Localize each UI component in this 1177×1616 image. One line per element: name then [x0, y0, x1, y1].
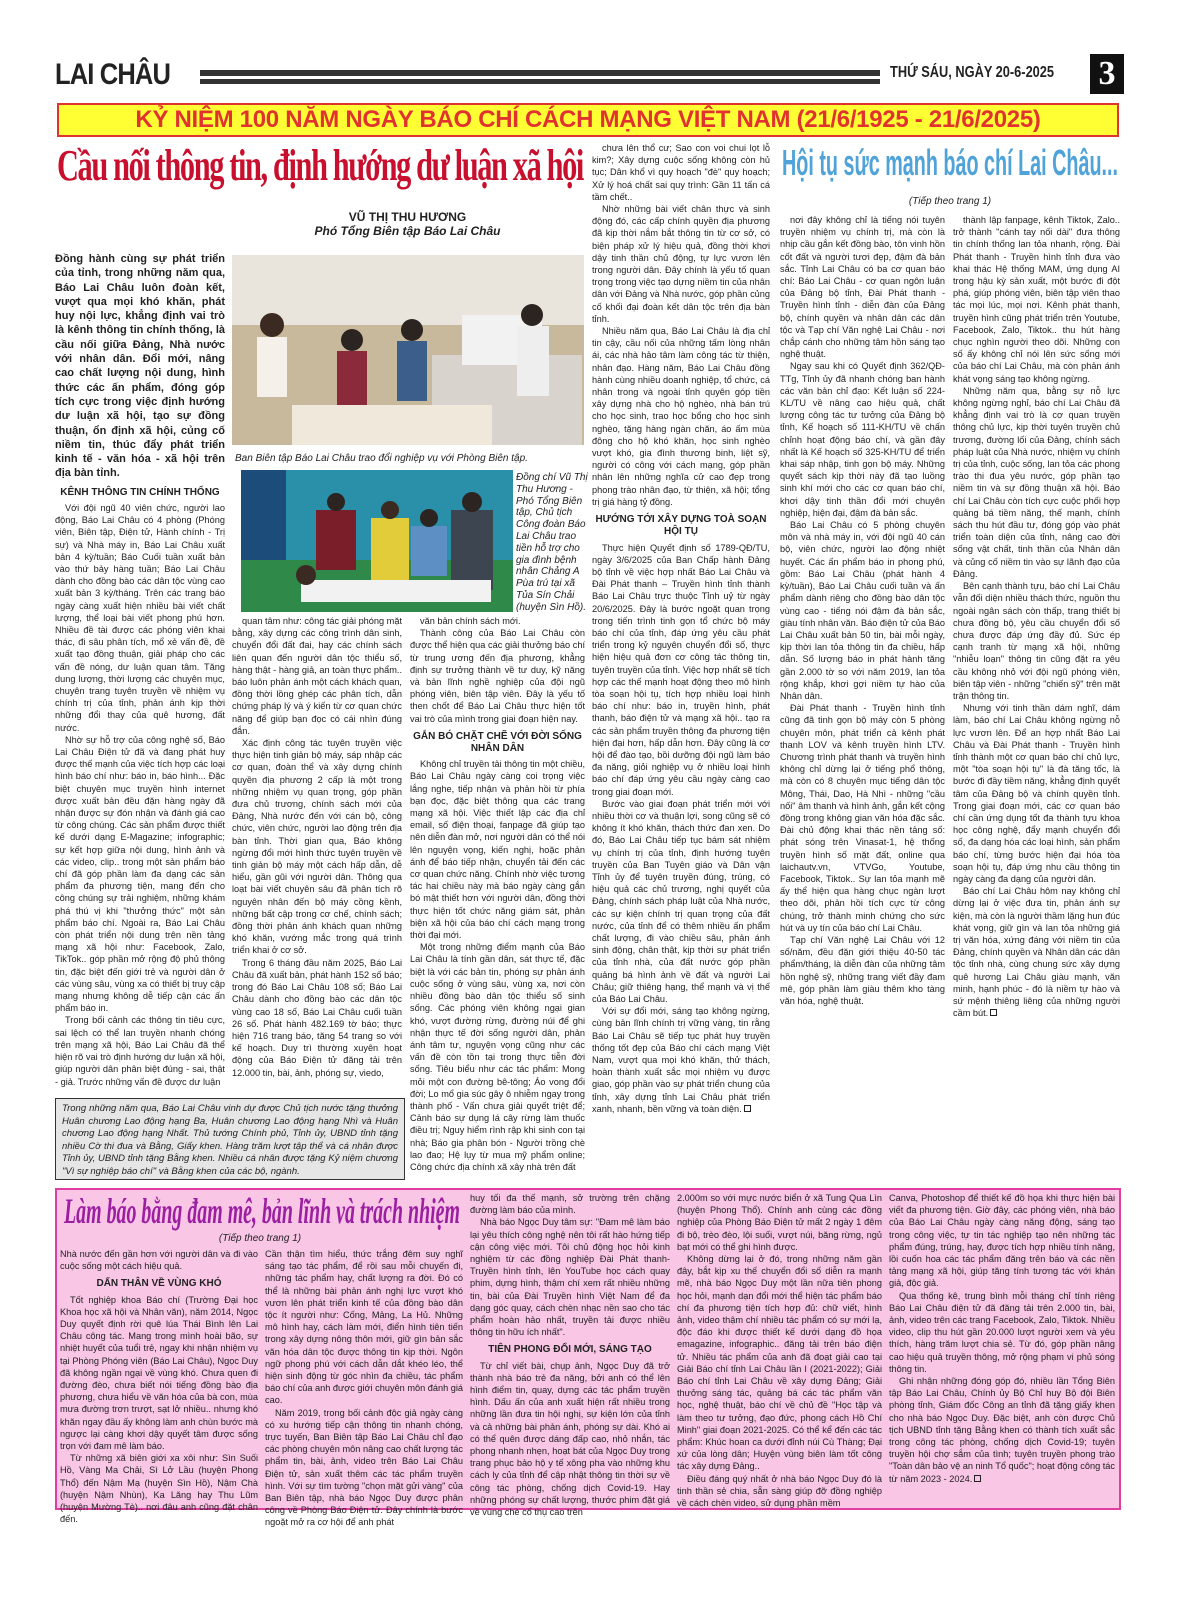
end-of-article-square-icon	[744, 1105, 751, 1112]
paragraph: Bên cạnh thành tựu, báo chí Lai Châu vẫn đối diện nhiều thách thức, nguồn thu ngoài ngân sách còn thấp, trang thiết bị chưa đồng bộ, yêu cầu chuyển đổi số chưa được đáp ứng đầy đủ. Sức ép cạnh tranh từ mạng xã hội, những "nhiễu loạn" thông tin cũng đặt ra yêu cầu không nhỏ với đội ngũ phóng viên, biên tập viên - những "chiến sỹ" trên mặt trận thông tin.	[953, 581, 1120, 701]
paragraph: Đài Phát thanh - Truyền hình tỉnh cũng đã tinh gọn bộ máy còn 5 phòng chuyên môn, phát triển cả kênh phát thanh LOV và kênh truyền hình LTV. Chương trình phát thanh và truyền hình không chỉ dừng lại ở tiếng phổ thông, mà còn có 8 chuyên mục tiếng dân tộc Mông, Thái, Dao, Hà Nhì - những "cầu nối" âm thanh và hình ảnh, gắn kết cộng đồng trong không gian văn hóa đặc sắc. Đài chủ động khai thác nền tảng số: phát sóng trên Vinasat-1, hệ thống truyền hình số mặt đất, online qua laichautv.vn, VTVGo, Youtube, Facebook, Tiktok.. Sự lan tỏa mạnh mẽ ấy thể hiện qua hàng chục ngàn lượt theo dõi, phản hồi tích cực từ công chúng, trở thành minh chứng cho sức hút và uy tín của báo chí Lai Châu.	[780, 703, 945, 933]
issue-date: THỨ SÁU, NGÀY 20-6-2025	[890, 64, 1055, 81]
paragraph: Nhưng với tinh thần dám nghĩ, dám làm, báo chí Lai Châu không ngừng nỗ lực vươn lên. Để an hợp nhất Báo Lai Châu và Đài Phát thanh - Truyền hình tỉnh thành một cơ quan báo chí chủ lực, một "tòa soạn hội tụ" là đà tăng tốc, là bước đi đầy tiềm năng, khẳng định quyết tâm của Đảng bộ và chính quyền tỉnh. Trong giai đoạn mới, các cơ quan báo chí cần ứng dụng tốt đa thành tựu khoa học công nghệ, đẩy mạnh chuyển đổi số, đa dạng hóa các loại hình, sản phẩm báo chí, từng bước hiện đại hóa tòa soạn hội tụ, đáp ứng nhu cầu thông tin ngày càng đa dạng của người dân.	[953, 703, 1120, 884]
article3-column-5	[889, 1192, 1115, 1504]
article1-column-2	[232, 615, 402, 1093]
paragraph: Từ chỉ viết bài, chụp ảnh, Ngọc Duy đã trở thành nhà báo trẻ đa năng, bởi anh có thể lên hình điểm tin, quay, dựng các tác phẩm truyền hình. Dấu ấn của anh xuất hiện rất nhiều trong những lần đưa tin hội nghị, sự kiện lớn của tỉnh và cả những bài phản ánh, phóng sự dài. Khó ai có thể quên được dáng đấp cao, nhỏ nhắn, tác phong nhanh nhẹn, hoạt bát của Ngọc Duy trong trang phục bảo hộ y tế xông pha vào những khu cách ly của tỉnh để cập nhật thông tin thời sự về công tác phòng, chống dịch Covid-19. Hay những phóng sự chất lượng, thước phim đặt giá về vùng chè cổ thụ cao trên	[470, 1360, 670, 1518]
paragraph: quan tâm như: công tác giải phóng mặt bằng, xây dựng các công trình dân sinh, chuyển đổi đất đai, hay các chính sách liên quan đến người dân tộc thiểu số, hàng thật - hàng giả, an toàn thực phẩm.. báo luôn phản ánh một cách khách quan, đồng thời lồng ghép các phân tích, dẫn chứng pháp lý và ý kiến từ cơ quan chức năng để giúp bạn đọc có cái nhìn đúng đắn.	[232, 616, 402, 736]
paragraph: Điều đáng quý nhất ở nhà báo Ngọc Duy đó là tinh thần sẻ chia, sẵn sàng giúp đỡ đồng nghiệp về cách chèn video, sử dụng phần mềm	[677, 1473, 882, 1509]
subhead-close-to-people: GẮN BÓ CHẶT CHẼ VỚI ĐỜI SỐNG NHÂN DÂN	[413, 730, 582, 755]
paragraph: chưa lên thổ cư; Sao con voi chui lọt lỗ kim?; Xây dựng cuộc sống không còn hủ tục; Dân khổ vì quy hoạch "đè" quy hoạch; Xử lý hoá chất sai quy trình: Gần 11 tấn cá tầm chết..	[592, 143, 770, 202]
paragraph: Tốt nghiệp khoa Báo chí (Trường Đại học Khoa học xã hội và Nhân văn), năm 2014, Ngọc Duy quyết định rời quê lúa Thái Bình lên Lai Châu công tác. Mang trong mình hoài bão, sự nhiệt huyết của tuổi trẻ, ngay khi nhận nhiệm vụ tại Phòng Phóng viên (Báo Lai Châu), Ngọc Duy đã không ngần ngại về vùng khó. Chưa quen đi đường đèo, chưa biết nói tiếng đồng bào địa phương, chưa hiểu về văn hóa của bà con, mùa mưa đường trơn trượt, sạt lở nhiều.. nhưng khó khăn ngay đầu ấy không làm anh chùn bước mà ngược lại càng khơi dậy quyết tâm được sống trọn với đam mê làm báo.	[60, 1294, 258, 1452]
anniversary-banner: KỶ NIỆM 100 NĂM NGÀY BÁO CHÍ CÁCH MẠNG VIỆT NAM (21/6/1925 - 21/6/2025)	[57, 103, 1119, 137]
paragraph: Với đội ngũ 40 viên chức, người lao động, Báo Lai Châu có 4 phòng (Phóng viên, Biên tập, Điện tử, Hành chính - Trị sự) và Nhà máy in, Báo Lai Châu xuất bản 4 kỳ/tuần; Báo Cuối tuần xuất bản vào thứ bảy hàng tuần; Báo Lai Châu dành cho đồng bào các dân tộc vùng cao xuất bản 3 kỳ/tháng. Trên các trang báo ngày càng xuất hiện nhiều bài viết chất lượng, thể loại bài viết phong phú hơn. Nhiều đề tài được các phóng viên khai thác, đi sâu phân tích, mổ xẻ vấn đề, đề xuất tạo đồng thuận, giải pháp cho các vấn đề nóng, dư luận quan tâm. Tăng dung lượng, thời lượng các chuyên mục, chuyên trang tuyên truyền về nhiệm vụ chính trị của tỉnh, phản ánh kịp thời những đổi thay của quê hương, đất nước.	[55, 502, 225, 733]
article2-title: Hội tụ sức mạnh báo chí Lai Châu...	[782, 142, 1119, 183]
subhead-hard-areas: DẤN THÂN VỀ VÙNG KHÓ	[96, 1278, 222, 1290]
article2-column-2	[953, 214, 1120, 1180]
charity-photo	[241, 470, 513, 612]
paragraph: Nhờ những bài viết chân thực và sinh động đó, các cấp chính quyền địa phương đã kịp thời nắm bắt thông tin từ cơ sở, có biện pháp xử lý hiệu quả, đồng thời khơi dậy tinh thần chủ động, tự lực vươn lên trong người dân. Đây chính là yếu tố quan trọng trong việc tạo dựng niềm tin của nhân dân với Đảng và Nhà nước, góp phần củng cố khối đại đoàn kết dân tộc trên địa bàn tỉnh.	[592, 204, 770, 324]
paragraph: Những năm qua, bằng sự nỗ lực không ngừng nghỉ, báo chí Lai Châu đã khẳng định vai trò là cơ quan truyền thông chủ lực, kịp thời tuyên truyền chủ trương, đường lối của Đảng, chính sách pháp luật của Nhà nước, nhiệm vụ chính trị của tỉnh, cuộc sống, lan tỏa các phong trào thi đua yêu nước, góp phần tạo niềm tin và sự đồng thuận xã hội. Báo chí Lai Châu còn tích cực cuộc phối hợp quảng bá tiềm năng, thế mạnh, chính sách thu hút đầu tư, đóng góp vào phát triển toàn diện của tỉnh, nâng cao đời sống vật chất, tinh thần của Nhân dân và củng cố niềm tin vào sự lãnh đạo của Đảng.	[953, 385, 1121, 579]
paragraph: Nhà báo Ngọc Duy tâm sự: "Đam mê làm báo lại yêu thích công nghệ nên tôi rất hào hứng tiếp cận công việc mới. Tôi chủ động học hỏi kinh nghiệm từ các đồng nghiệp Đài Phát thanh-Truyền hình tỉnh, lên YouTube học cách quay phim, dựng hình, thậm chí xem rất nhiều những tin, bài của Đài Truyền hình Việt Nam để đa dạng góc quay, cách chèn nhạc nền sao cho tác phẩm hoàn hảo nhất, truyền tải được nhiều thông tin hữu ích nhất".	[470, 1217, 670, 1338]
article1-author-role: Phó Tổng Biên tập Báo Lai Châu	[314, 224, 501, 238]
article3-column-3	[470, 1192, 670, 1518]
article1-lede: Đồng hành cùng sự phát triển của tỉnh, trong những năm qua, Báo Lai Châu luôn đoàn kết, vượt qua mọi khó khăn, phát huy nội lực, khẳng định vai trò là kênh thông tin chính thống, là cầu nối giữa Đảng, Nhà nước với nhân dân. Đổi mới, nâng cao chất lượng nội dung, hình thức các ấn phẩm, đóng góp tích cực trong việc định hướng dư luận xã hội, tạo sự đồng thuận, ổn định xã hội, củng cố niềm tin, thúc đẩy phát triển kinh tế - văn hóa - xã hội trên địa bàn tỉnh.	[55, 253, 225, 480]
article1-title: Cầu nối thông tin, định hướng dư luận xã hội	[57, 141, 583, 190]
paragraph: Trong bối cảnh các thông tin tiêu cực, sai lệch có thể lan truyền nhanh chóng trên mạng xã hội, Báo Lai Châu đã thể hiện rõ vai trò định hướng dư luận xã hội, giúp người dân phân biệt đúng - sai, thật - giả. Trước những vấn đề được dư luận	[55, 1015, 225, 1087]
end-of-article-square-icon	[990, 1009, 997, 1016]
paragraph: nơi đây không chỉ là tiếng nói tuyên truyền nhiệm vụ chính trị, mà còn là nhịp cầu gắn kết đồng bào, tôn vinh hồn cốt đất và người tươi đẹp, đậm đà bản sắc. Tỉnh Lai Châu có ba cơ quan báo chí: Báo Lai Châu - cơ quan ngôn luận của Đảng bộ tỉnh, Đài Phát thanh - Truyền hình tỉnh - diễn đàn của Đảng bộ, chính quyền và nhân dân các dân tộc và Tạp chí Văn nghệ Lai Châu - nơi chắp cánh cho những tâm hồn sáng tạo nghệ thuật.	[780, 215, 945, 360]
paragraph: Năm 2019, trong bối cảnh độc giả ngày càng có xu hướng tiếp cận thông tin nhanh chóng, trực tuyến, Ban Biên tập Báo Lai Châu chỉ đạo các phòng chuyên môn nâng cao chất lượng tác phẩm tin, bài, ảnh, video trên Báo Lai Châu Điện tử, sản xuất thêm các tác phẩm truyền hình. Với sự tìm tường "chọn mặt gửi vàng" của Ban Biên tập, nhà báo Ngọc Duy được phân công về Phòng Báo Điện tử. Đây chính là bước ngoặt mở ra cơ hội để anh phát	[265, 1407, 463, 1528]
awards-note-box: Trong những năm qua, Báo Lai Châu vinh dự được Chủ tịch nước tặng thưởng Huân chương Lao động hạng Ba, Huân chương Lao động hạng Nhì và Huân chương Lao động hạng Nhất. Thủ tướng Chính phủ, Tỉnh ủy, UBND tỉnh tặng nhiều Cờ thi đua và Bằng, Giấy khen. Hàng trăm lượt tập thể và cá nhân được Tỉnh ủy, UBND tỉnh tặng Bằng khen. Nhiều cá nhân được tặng Kỷ niệm chương "Vì sự nghiệp báo chí" và Bằng khen của các bộ, ngành.	[55, 1098, 405, 1180]
paragraph: Thành công của Báo Lai Châu còn được thể hiện qua các giải thưởng báo chí từ trung ương đến địa phương, khẳng định sự trưởng thành về tư duy, kỹ năng và bản lĩnh nghề nghiệp của đội ngũ phóng viên, biên tập viên. Đây là yếu tố then chốt để Báo Lai Châu thực hiện tốt vai trò của mình trong giai đoạn hiện nay.	[410, 628, 585, 724]
newsroom-photo	[232, 255, 584, 445]
article2-continued-note: (Tiếp theo trang 1)	[908, 196, 992, 207]
paragraph: Ghi nhận những đóng góp đó, nhiều lần Tổng Biên tập Báo Lai Châu, Chính ủy Bộ Chỉ huy Bộ đội Biên phòng tỉnh, Giám đốc Công an tỉnh đã tặng giấy khen cho nhà báo Ngọc Duy. Đặc biệt, anh còn được Chủ tịch UBND tỉnh tặng Bằng khen có thành tích xuất sắc trong công tác phòng, chống dịch Covid-19; tuyên truyền hội chợ sắm của tình; tuyên truyền phong trào "Toàn dân bảo vệ an ninh Tổ quốc"; hoạt động công tác từ năm 2023 - 2024.	[889, 1376, 1116, 1484]
paragraph: Bước vào giai đoạn phát triển mới với nhiều thời cơ và thuận lợi, song cũng sẽ có không ít khó khăn, thách thức đan xen. Do đó, Báo Lai Châu tiếp tục bám sát nhiệm vụ chính trị của tỉnh, định hướng tuyên truyền của Ban Tuyên giáo và Dân vận Tỉnh ủy để tuyên truyền đúng, trúng, có hiệu quả các chủ trương, nghị quyết của Đảng, chính sách pháp luật của Nhà nước, các sự kiện chính trị quan trọng của đất nước, của tỉnh để có thêm nhiều ấn phẩm chất lượng, đi vào chiều sâu, phản ánh sinh động, chân thật, kịp thời sự phát triển của tỉnh nhà, của đất nước góp phần quảng bá hình ảnh về đất và người Lai Châu; giữ thiêng hạng, thể mạnh và vị thế của Báo Lai Châu.	[592, 798, 770, 1005]
paragraph: Cần thận tìm hiểu, thức trắng đêm suy nghĩ sáng tạo tác phẩm, để rồi sau mỗi chuyến đi, những tác phẩm hay, chất lượng ra đời. Đó có thể là những bài phản ánh nghị lực vượt khó vươn lên phát triển kinh tế của đồng bào dân tộc ít người như: Cống, Mảng, La Hủ. Những mô hình hay, cách làm mới, điển hình tiên tiến trong xây dựng nông thôn mới, giữ gìn bản sắc văn hóa dân tộc được thông tin kịp thời. Ngôn ngữ phong phú với cách dẫn dắt khéo léo, thể hiện sinh động từ góc nhìn đa chiều, tác phẩm báo chí của anh được giới chuyên môn đánh giá cao.	[265, 1249, 463, 1406]
paragraph: huy tối đa thế mạnh, sở trường trên chặng đường làm báo của mình.	[470, 1193, 670, 1216]
article3-column-1	[60, 1248, 258, 1525]
article1-column-1	[55, 252, 225, 1087]
paragraph: Báo Lai Châu có 5 phòng chuyên môn và nhà máy in, với đội ngũ 40 cán bộ, viên chức, người lao động nhiệt huyết. Các ấn phẩm báo in phong phú, gồm: Báo Lai Châu (phát hành 4 kỳ/tuần), Báo Lai Châu cuối tuần và ấn phẩm dành riêng cho đồng bào dân tộc vùng cao - tiếng nói đậm đà bản sắc, giàu tính nhân văn. Báo điện tử của Báo Lai Châu xuất bản 50 tin, bài mỗi ngày, kịp thời lan tỏa thông tin đa chiều, hấp dẫn. Số lượng báo in phát hành tăng gần 2.000 tờ so với năm 2019, lan tỏa rộng khắp, khơi gợi niềm tự hào của Nhân dân.	[780, 520, 945, 701]
end-of-article-square-icon	[974, 1475, 981, 1482]
paragraph: Nhờ sự hỗ trợ của công nghệ số, Báo Lai Châu Điện tử đã và đang phát huy được thế mạnh của việc tích hợp các loại hình báo chí như: báo in, báo hình... Đặc biệt chuyên mục truyền hình internet được xuất bản đều đặn hàng ngày đã nhận được sự đón nhận và đánh giá cao từ công chúng. Các sản phẩm được thiết kế dưới dạng E-Magazine; infographic; sự kết hợp giữa nội dung, hình ảnh và các video, clip.. trong một sản phẩm báo chí đã góp phần làm đa dạng các sản phẩm đa phương tiện, mang đến cho công chúng sự trải nghiệm, những khám phá thú vị khi "thưởng thức" một sản phẩm báo chí. Ngoài ra, Báo Lai Châu còn phát triển nội dung trên nền tảng mạng xã hội như: Facebook, Zalo, TikTok.. góp phần mở rộng độ phủ thông tin, đặc biệt đến giới trẻ và người dân ở các vùng sâu, vùng xa có thiết bị truy cập mạng nhưng không dễ tiếp cận các ấn phẩm báo in.	[55, 734, 225, 1014]
article1-author: VŨ THỊ THU HƯƠNG	[348, 210, 467, 224]
paragraph: Nhiều năm qua, Báo Lai Châu là địa chỉ tin cậy, cầu nối của những tấm lòng nhân ái, các nhà hảo tâm làm công tác từ thiện, nhân đạo. Hàng năm, Báo Lai Châu đồng hành cùng nhiều doanh nghiệp, tổ chức, cá nhân trong và ngoài tỉnh quyên góp tiền xây dựng nhà cho hộ nghèo, nhà bán trú cho học sinh, trao học bổng cho học sinh nghèo, tặng hàng ngàn chăn, áo ấm mùa đông cho hộ khó khăn, học sinh nghèo vượt khó, gia đình thương binh, liệt sỹ, người có công với cách mạng, góp phần nhân lên những nghĩa cử cao đẹp trong phong trào nhân đạo, từ thiện, xã hội; tổng trị giá hàng tỷ đồng.	[592, 326, 770, 507]
paragraph: Báo chí Lai Châu hôm nay không chỉ dừng lại ở việc đưa tin, phản ánh sự kiện, mà còn là người thầm lặng hun đúc khát vọng, giữ gìn và lan tỏa những giá trị văn hóa, xứng đáng với niềm tin của Đảng, chính quyền và Nhân dân các dân tộc tỉnh nhà, cùng chung sức xây dựng quê hương Lai Châu giàu mạnh, văn minh, hạnh phúc - đó là niềm tự hào và sứ mệnh thiêng liêng của những người cầm bút.	[953, 886, 1120, 1019]
paragraph: Từ những xã biên giới xa xôi như: Sìn Suối Hồ, Vàng Ma Chải, Sì Lở Lầu (huyện Phong Thổ) đến Nậm Mạ (huyện Sìn Hồ), Nậm Chà (huyện Nậm Nhùn), Ka Lăng hay Thu Lũm (huyện Mường Tè).. nơi đâu anh cũng đặt chân đến.	[60, 1453, 258, 1525]
article3-column-4	[677, 1192, 882, 1509]
article3-title: Làm báo bằng đam mê, bản lĩnh và trách nhiệm	[64, 1191, 460, 1231]
paragraph: Xác định công tác tuyên truyền việc thực hiện tinh giản bộ máy, sáp nhập các cơ quan, đoàn thể và xây dựng chính quyền địa phương 2 cấp là một trong những nhiệm vụ quan trọng, góp phần đưa chủ trương, chính sách mới của Đảng, Nhà nước đến với cán bộ, công chức, viên chức, người lao động trên địa bàn tỉnh. Thời gian qua, Báo không ngừng đổi mới hình thức tuyên truyền về tinh giản bộ máy một cách hấp dẫn, dễ hiểu, gần gũi với người dân. Thông qua loạt bài viết chuyên sâu đã phân tích rõ nguyên nhân đến bộ máy cồng kềnh, những bất cập trong cơ chế, chính sách; đồng thời phản ánh khách quan những khó khăn, vướng mắc trong quá trình triển khai ở cơ sở.	[232, 738, 402, 956]
paragraph: Trong 6 tháng đầu năm 2025, Báo Lai Châu đã xuất bản, phát hành 152 số báo; trong đó Báo Lai Châu 108 số; Báo Lai Châu dành cho đồng bào các dân tộc vùng cao 18 số, Báo Lai Châu cuối tuần 26 số. Phát hành 482.169 tờ báo; thực hiện 716 trang báo, tăng 54 trang so với kế hoạch. Duy trì thường xuyên hoạt động của Báo Điện tử đăng tải trên 12.000 tin, bài, ảnh, phóng sự, viedo,	[232, 957, 402, 1078]
paragraph: Thực hiện Quyết định số 1789-QĐ/TU, ngày 3/6/2025 của Ban Chấp hành Đảng bộ tỉnh về việc hợp nhất Báo Lai Châu và Đài Phát thanh – Truyền hình tỉnh thành Báo Lai Châu trực thuộc Tỉnh uỷ từ ngày 20/6/2025. Đây là bước ngoặt quan trọng trong tiến trình tinh gọn tổ chức bộ máy báo chí của tỉnh, đáp ứng yêu cầu phát triển trong kỷ nguyên chuyển đổi số, thực hiện hiệu quả đơn cơ công tác thông tin, tuyên truyền của tỉnh. Việc hợp nhất sẽ tích hợp các thế mạnh hoạt động theo mô hình tòa soạn hội tụ, tích hợp nhiều loại hình báo chí như: báo in, truyền hình, phát thanh, báo điện tử và mạng xã hội.. tạo ra các sản phẩm truyền thông đa phương tiện hiện đại hơn, hấp dẫn hơn. Đây cũng là cơ hội để đào tạo, bồi dưỡng đội ngũ làm báo đa năng, giỏi nghiệp vụ ở nhiều loại hình báo chí đáp ứng yêu cầu ngày càng cao trong giai đoạn mới.	[592, 542, 770, 797]
paragraph: thành lập fanpage, kênh Tiktok, Zalo.. trở thành "cánh tay nối dài" đưa thông tin chính thống lan tỏa nhanh, rộng. Đài Phát thanh - Truyền hình tỉnh đưa vào khai thác Hệ thống MAM, ứng dụng AI trong hậu kỳ sản xuất, một bước đi đột phá, giúp phóng viên, biên tập viên thao tác mọi lúc, mọi nơi. Kênh phát thanh, truyền hình cũng phát triển trên Youtube, Facebook, Zalo, Tiktok.. thu hút hàng chục nghìn người theo dõi. Những con số ấy không chỉ nói lên sức sống mới của báo chí Lai Châu, mà còn phản ánh khát vọng sáng tạo không ngừng.	[953, 215, 1120, 384]
paragraph: Không chỉ truyền tải thông tin một chiều, Báo Lai Châu ngày càng coi trọng việc lắng nghe, tiếp nhận và phản hồi từ phía bạn đọc, đặc biệt thông qua các trang mạng xã hội. Việc thiết lập các địa chỉ email, số điện thoại, fanpage đã giúp tạo nên diễn đàn mở, nơi người dân có thể nói lên nguyện vọng, kiến nghị, hoặc phản ánh để báo tiếp nhận, chuyển tải đến các cơ quan chức năng. Chính nhờ việc tương tác hai chiều này mà báo ngày càng gắn bó mật thiết hơn với người dân, đồng thời thực hiện tốt chức năng giám sát, phản biện xã hội của báo chí cách mạng trong thời đại mới.	[410, 759, 585, 941]
paragraph: Với sự đổi mới, sáng tạo không ngừng, cùng bản lĩnh chính trị vững vàng, tin rằng Báo Lai Châu sẽ tiếp tục phát huy truyền thống tốt đẹp của Báo chí cách mạng Việt Nam, vượt qua mọi khó khăn, thử thách, hoàn thành xuất sắc mọi nhiệm vụ được giao, góp phần vào sự phát triển chung của tỉnh, xây dựng tỉnh Lai Châu phát triển xanh, nhanh, bền vững và toàn diện.	[592, 1006, 770, 1114]
paragraph: Qua thống kê, trung bình mỗi tháng chỉ tính riêng Báo Lai Châu điện tử đã đăng tải trên 2.000 tin, bài, ảnh, video trên các trang Facebook, Zalo, Tiktok. Nhiều video, clip thu hút gần 20.000 lượt người xem và yêu thích, hàng trăm lượt chia sẻ. Từ đó, góp phần nâng cao hiệu quả truyền thông, mở rộng phạm vi phủ sóng thông tin.	[889, 1290, 1115, 1374]
article1-column-4	[592, 142, 770, 1182]
paragraph: Một trong những điểm mạnh của Báo Lai Châu là tính gần dân, sát thực tế, đặc biệt là với các bản tin, phóng sự phản ánh cuộc sống ở vùng sâu, vùng xa, nơi còn nhiều đồng bào dân tộc thiểu số sinh sống. Các phóng viên không ngại gian khó, vượt đường rừng, đường núi để ghi nhận thực tế đời sống người dân, phản ánh tâm tư, nguyện vọng cũng như các vấn đề còn tồn tại trong thực tiễn đời sống. Tiêu biểu như các tác phẩm: Mong mỏi một con đường bê-tông; Áo vong đổi đời; Lo mổ gia súc gây ô nhiễm ngay trong thành phố - Vấn chưa giải quyết triệt để; Cảnh báo sự dụng lá cây rừng làm thuốc điều trị; Nguy hiểm rình rập khi sinh con tại nhà; Báo gia phân bón - Người trồng chè lao đao; Hệ lụy từ mua mỹ phẩm online; Công chức địa chính xã xây nhà trên đất	[410, 942, 585, 1172]
article1-column-3	[410, 615, 585, 1180]
paragraph: văn bản chính sách mới.	[420, 616, 521, 626]
page-number: 3	[1090, 54, 1124, 94]
article2-column-1	[780, 214, 945, 1180]
subhead-official-channel: KÊNH THÔNG TIN CHÍNH THỐNG	[60, 486, 220, 498]
subhead-pioneer-innovation: TIÊN PHONG ĐỔI MỚI, SÁNG TẠO	[488, 1344, 652, 1356]
article3-column-2	[265, 1248, 463, 1528]
photo2-caption: Đồng chí Vũ Thị Thu Hương - Phó Tổng Biên tập, Chủ tịch Công đoàn Báo Lai Châu trao tiền hỗ trợ cho gia đình bệnh nhân Chảng A Pùa trú tại xã Tủa Sín Chải (huyện Sìn Hồ).	[516, 472, 588, 613]
subhead-converged-newsroom: HƯỚNG TỚI XÂY DỰNG TOÀ SOẠN HỘI TỤ	[595, 514, 767, 538]
paragraph: Tạp chí Văn nghệ Lai Châu với 12 số/năm, đều đặn giới thiệu 40-50 tác phẩm/tháng, là diễn đàn của những tâm hồn nghệ sỹ, những trang viết đầy đam mê, góp phần làm giàu thêm kho tàng văn hóa, nghệ thuật.	[780, 934, 945, 1006]
paragraph: Ngay sau khi có Quyết định 362/QĐ-TTg, Tỉnh ủy đã nhanh chóng ban hành các văn bản chỉ đạo: Kết luận số 224-KL/TU về nâng cao hiệu quả, chất lượng công tác tư tưởng của Đảng bộ tỉnh, Kế hoạch số 111-KH/TU về chấn chỉnh hoạt động báo chí, và gần đây nhất là Kế hoạch số 325-KH/TU để triển khai sáp nhập, tinh gọn bộ máy. Những quyết sách kịp thời này đã tạo luồng sinh khí mới cho các cơ quan báo chí, khơi dậy tinh thần đổi mới chuyên nghiệp, hiện đại, đậm đà bản sắc.	[780, 361, 945, 518]
masthead: LAI CHÂU	[55, 58, 171, 91]
paragraph: 2.000m so với mực nước biển ở xã Tung Qua Lìn (huyện Phong Thổ). Chính anh cùng các đồng nghiệp của Phòng Báo Điện tử mất 2 ngày 1 đêm đi bộ, trèo đèo, lội suối, vượt núi, băng rừng, ngủ bạt mới có thể ghi hình được.	[677, 1193, 882, 1252]
paragraph: Nhà nước đến gần hơn với người dân và đi vào cuộc sống một cách hiệu quả.	[60, 1249, 258, 1272]
paragraph: Canva, Photoshop để thiết kế đồ họa khi thực hiện bài viết đa phương tiện. Giờ đây, các phóng viên, nhà báo của Báo Lai Châu ngày càng năng động, sáng tạo trong công việc, tự tin tác nghiệp tạo nên những tác phẩm đúng, trúng, hay, được tích hợp nhiều tính năng, lồi cuốn hoa các tác phẩm đăng trên báo và các nền tảng mạng xã hội, giúp tăng tính tương tác với khán giả, độc giả.	[889, 1193, 1115, 1289]
paragraph: Không dừng lại ở đó, trong những năm gần đây, bắt kịp xu thế chuyển đổi số diễn ra mạnh mẽ, nhà báo Ngọc Duy một lần nữa tiên phong học hỏi, mạnh dạn đổi mới thể hiện tác phẩm báo chí đa phương tiện tích hợp đủ: chữ viết, hình ảnh, video thậm chí nhiều tác phẩm có sự mới lạ, độc đáo khi được thiết kế dưới dạng đồ họa emagazine, infographic.. đăng tải trên báo điện tử. Nhiều tác phẩm của anh đã đoạt giải cao tại Giải Báo chí tỉnh Lai Châu lần I (2021-2022); Giải Báo chí tỉnh Lai Châu về xây dựng Đảng; Giải thưởng sáng tác, quảng bá các tác phẩm văn học, nghệ thuật, báo chí về chủ đề "Học tập và làm theo tư tưởng, đạo đức, phong cách Hồ Chí Minh" giai đoạn 2021-2025. Có thể kể đến các tác phẩm: Khúc hoan ca dưới đỉnh núi Cù Thàng; Đại xứ của lòng dân; Huyện vùng biên làm tốt công tác xây dựng Đảng..	[677, 1254, 882, 1472]
header-rule	[200, 70, 880, 79]
article3-continued-note: (Tiếp theo trang 1)	[218, 1233, 302, 1244]
photo1-caption: Ban Biên tập Báo Lai Châu trao đổi nghiệp vụ với Phòng Biên tập.	[235, 453, 528, 464]
